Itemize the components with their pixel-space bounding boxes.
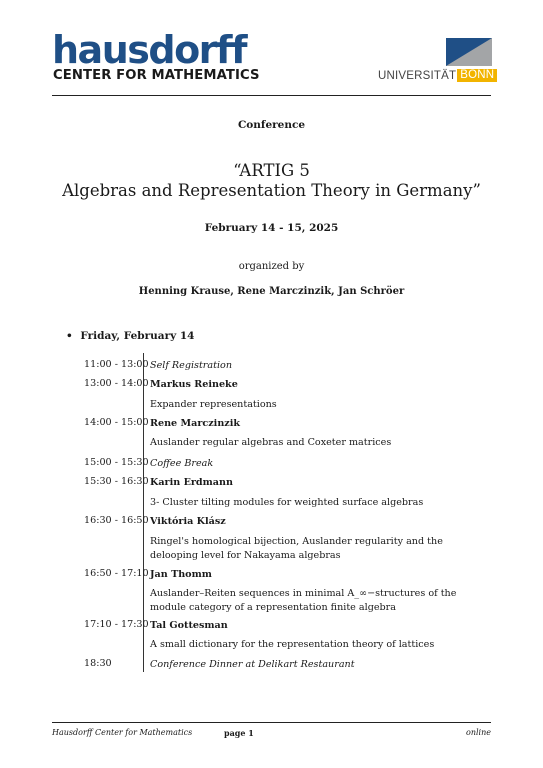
slot-talk-title: Auslander–Reiten sequences in minimal A_∞−structures of the module category of a representation finite algebra	[150, 588, 457, 613]
slot-time: 15:30 - 16:30	[84, 476, 149, 487]
footer-page-number: page 1	[224, 728, 254, 738]
slot-speaker: Viktória Klász	[150, 516, 226, 527]
footer-institution: Hausdorff Center for Mathematics	[52, 728, 193, 737]
slot-talk-title: Expander representations	[150, 399, 277, 410]
day-heading	[66, 330, 195, 342]
bonn-label-right: BONN	[457, 69, 497, 82]
slot-time: 16:30 - 16:50	[84, 515, 149, 526]
slot-talk-title: Auslander regular algebras and Coxeter matrices	[150, 437, 392, 448]
university-bonn-label	[378, 69, 497, 82]
conference-title-line-2: Algebras and Representation Theory in Germany”	[62, 181, 481, 200]
slot-event: Self Registration	[150, 360, 232, 371]
slot-time: 17:10 - 17:30	[84, 619, 149, 630]
bonn-label-left: UNIVERSITÄT	[378, 69, 457, 82]
slot-speaker: Markus Reineke	[150, 379, 238, 390]
document-kind: Conference	[237, 119, 306, 131]
slot-talk-title: Ringel's homological bijection, Auslander regularity and the delooping level for Nakayama algebras	[150, 536, 443, 561]
hcm-logo-wordmark: hausdorff	[52, 28, 246, 72]
slot-speaker: Jan Thomm	[150, 569, 212, 580]
slot-time: 16:50 - 17:10	[84, 568, 149, 579]
organizer-names: Henning Krause, Rene Marczinzik, Jan Schröer	[138, 286, 405, 297]
conference-title-line-1: “ARTIG 5	[233, 161, 310, 180]
slot-speaker: Karin Erdmann	[150, 477, 233, 488]
slot-event: Conference Dinner at Delikart Restaurant	[150, 659, 355, 670]
footer-rule	[52, 722, 491, 723]
slot-time: 11:00 - 13:00	[84, 359, 149, 370]
slot-speaker: Rene Marczinzik	[150, 418, 241, 429]
slot-speaker: Tal Gottesman	[150, 620, 228, 631]
slot-time: 14:00 - 15:00	[84, 417, 149, 428]
header-rule	[52, 95, 491, 96]
organized-by-label: organized by	[238, 261, 305, 272]
slot-time: 15:00 - 15:30	[84, 457, 149, 468]
footer-location: online	[466, 728, 491, 737]
slot-time: 18:30	[84, 658, 112, 669]
slot-event: Coffee Break	[150, 458, 214, 469]
slot-talk-title: A small dictionary for the representation theory of lattices	[150, 639, 435, 650]
conference-dates: February 14 - 15, 2025	[204, 222, 339, 234]
bullet-icon: •	[66, 330, 73, 342]
slot-time: 13:00 - 14:00	[84, 378, 149, 389]
slot-talk-title: 3- Cluster tilting modules for weighted surface algebras	[150, 497, 424, 508]
day-label: Friday, February 14	[80, 330, 195, 342]
hcm-logo-subtitle: CENTER FOR MATHEMATICS	[53, 68, 260, 83]
